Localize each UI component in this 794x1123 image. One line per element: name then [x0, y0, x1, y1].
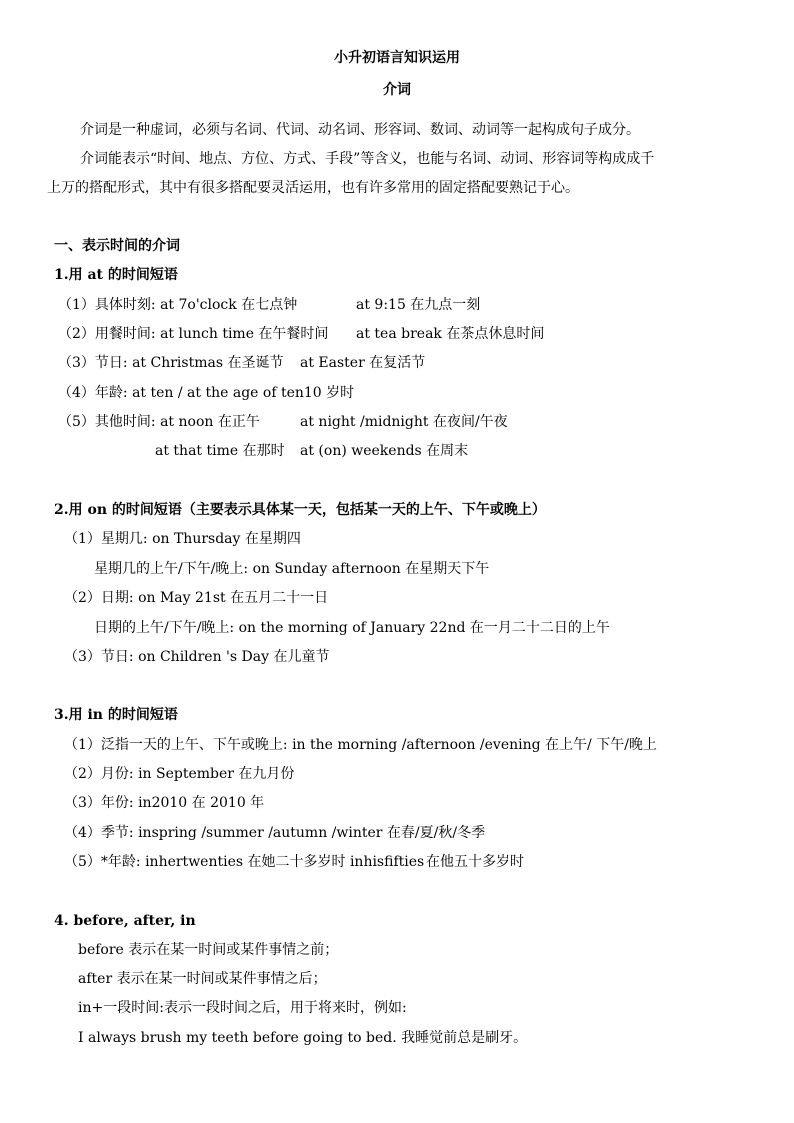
at-item-3-example-2: at Easter 在复活节 [300, 355, 426, 371]
intro-paragraph-2-line-1: 介词能表示“时间、地点、方位、方式、手段”等含义，也能与名词、动词、形容词等构成成千 [80, 151, 655, 167]
on-item-1-weekday-period: 星期几的上午/下午/晚上: on Sunday afternoon 在星期天下午 [94, 561, 490, 577]
intro-paragraph-2-line-2: 上万的搭配形式，其中有很多搭配要灵活运用，也有许多常用的固定搭配要熟记于心。 [47, 180, 579, 196]
example-sentence: I always brush my teeth before going to bed. 我睡觉前总是刷牙。 [78, 1030, 528, 1046]
in-period-explanation: in+一段时间:表示一段时间之后，用于将来时，例如: [78, 1000, 407, 1016]
on-item-2-date: （2）日期: on May 21st 在五月二十一日 [64, 590, 329, 606]
at-item-5-example-4: at (on) weekends 在周末 [300, 443, 469, 459]
in-item-5-example-2: 在他五十多岁时 [426, 854, 524, 870]
on-item-2-date-period: 日期的上午/下午/晚上: on the morning of January 22nd 在一月二十二日的上午 [94, 620, 610, 636]
at-item-1-specific-time: （1）具体时刻: at 7o'clock 在七点钟 [58, 297, 298, 313]
at-item-2-example-2: at tea break 在茶点休息时间 [356, 326, 545, 342]
on-phrases-heading: 2.用 on 的时间短语（主要表示具体某一天，包括某一天的上午、下午或晚上） [54, 502, 546, 518]
at-item-5-example-2: at night /midnight 在夜间/午夜 [300, 414, 508, 430]
document-title: 小升初语言知识运用 [334, 50, 460, 66]
before-explanation: before 表示在某一时间或某件事情之前； [78, 942, 339, 958]
section-heading-time-prepositions: 一、表示时间的介词 [54, 238, 180, 254]
in-item-2-month: （2）月份: in September 在九月份 [64, 766, 295, 782]
in-item-4-season: （4）季节: inspring /summer /autumn /winter 在春/夏/秋/冬季 [64, 825, 486, 841]
at-item-4-age: （4）年龄: at ten / at the age of ten10 岁时 [58, 385, 355, 401]
at-item-2-meal-time: （2）用餐时间: at lunch time 在午餐时间 [58, 326, 329, 342]
intro-paragraph-1: 介词是一种虚词，必须与名词、代词、动名词、形容词、数词、动词等一起构成句子成分。 [80, 122, 640, 138]
document-subtitle: 介词 [383, 82, 411, 98]
in-item-5-age: （5）*年龄: inhertwenties 在她二十多岁时 inhisfifties [64, 854, 425, 870]
at-item-3-festival: （3）节日: at Christmas 在圣诞节 [58, 355, 284, 371]
in-item-1-day-period: （1）泛指一天的上午、下午或晚上: in the morning /afternoon /evening 在上午/ 下午/晚上 [64, 737, 657, 753]
on-item-3-festival: （3）节日: on Children 's Day 在儿童节 [64, 649, 330, 665]
on-item-1-weekday: （1）星期几: on Thursday 在星期四 [64, 531, 301, 547]
after-explanation: after 表示在某一时间或某件事情之后； [78, 971, 327, 987]
before-after-in-heading: 4. before, after, in [54, 913, 196, 929]
at-phrases-heading: 1.用 at 的时间短语 [54, 267, 178, 283]
in-phrases-heading: 3.用 in 的时间短语 [54, 707, 178, 723]
in-item-3-year: （3）年份: in2010 在 2010 年 [64, 795, 265, 811]
at-item-1-example-2: at 9:15 在九点一刻 [356, 297, 481, 313]
at-item-5-other-time: （5）其他时间: at noon 在正午 [58, 414, 260, 430]
at-item-5-example-3: at that time 在那时 [155, 443, 285, 459]
